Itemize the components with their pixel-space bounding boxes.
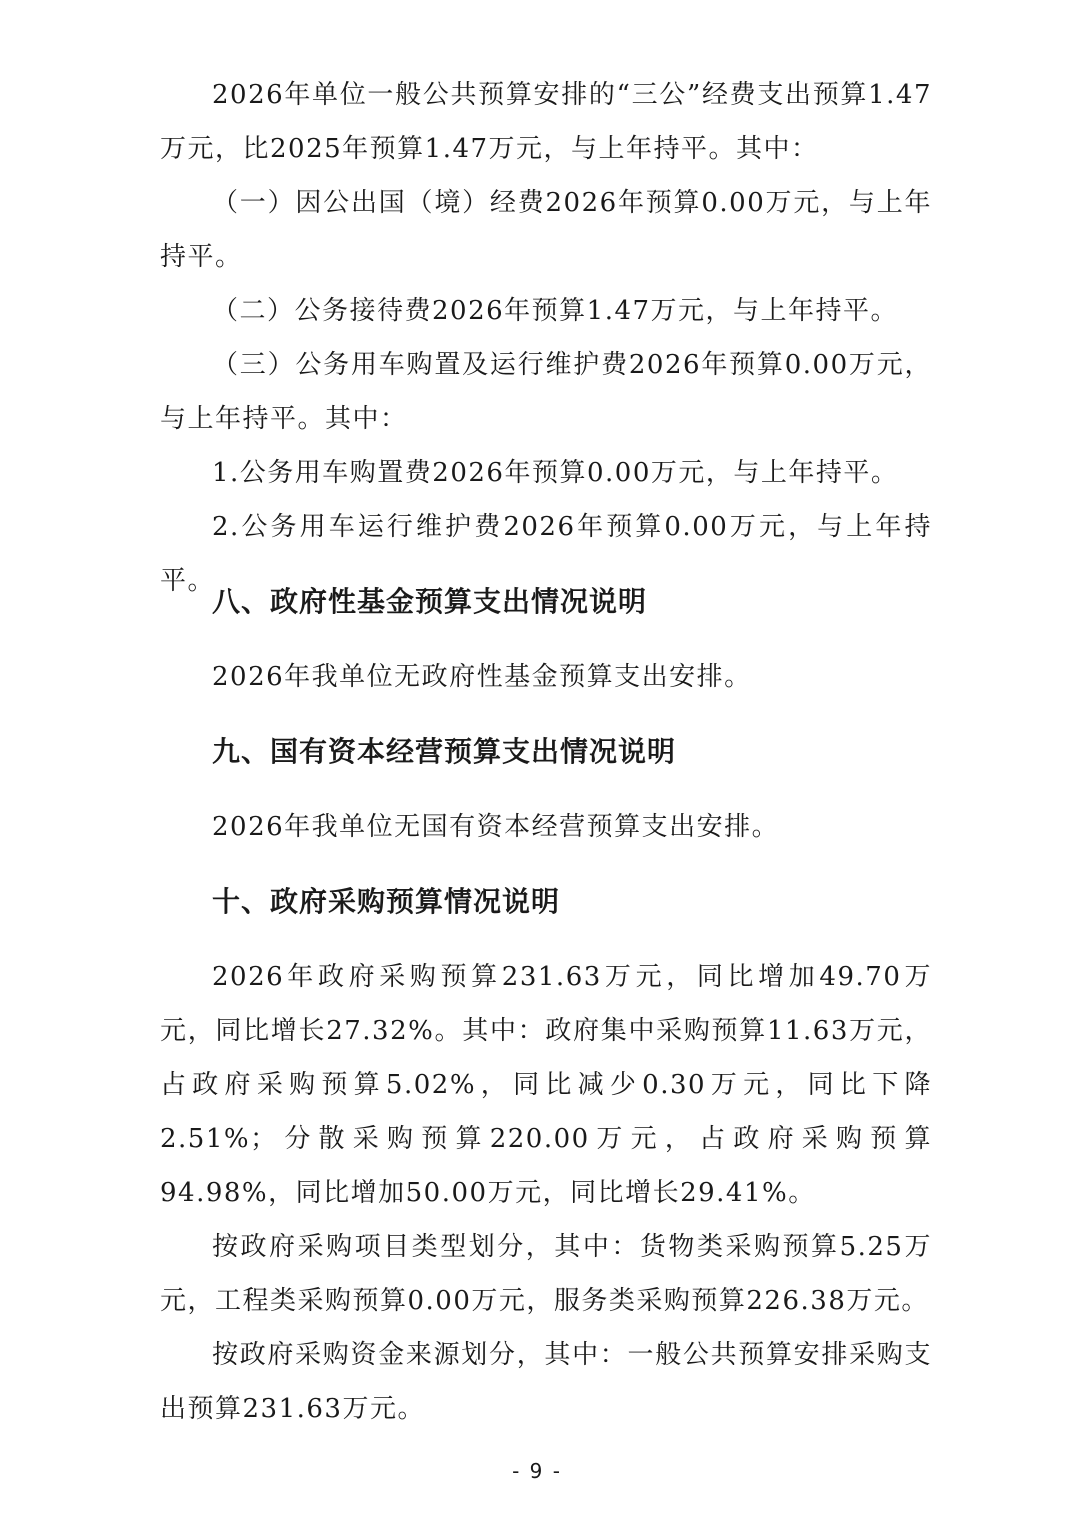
paragraph-reception: （二）公务接待费2026年预算1.47万元，与上年持平。 [212,296,899,326]
paragraph-procurement-by-type: 按政府采购项目类型划分，其中：货物类采购预算5.25万元，工程类采购预算0.00万元，服务类采购预算226.38万元。 [160,1232,932,1316]
section-heading-procurement: 十、政府采购预算情况说明 [212,885,561,918]
paragraph-procurement-by-source: 按政府采购资金来源划分，其中：一般公共预算安排采购支出预算231.63万元。 [160,1340,932,1424]
document-page [160,0,932,1520]
section-heading-state-capital: 九、国有资本经营预算支出情况说明 [212,735,677,768]
paragraph-state-capital: 2026年我单位无国有资本经营预算支出安排。 [212,812,780,842]
paragraph-overseas-travel: （一）因公出国（境）经费2026年预算0.00万元，与上年持平。 [160,188,932,272]
paragraph-vehicles: （三）公务用车购置及运行维护费2026年预算0.00万元，与上年持平。其中： [160,350,932,434]
paragraph-government-fund: 2026年我单位无政府性基金预算支出安排。 [212,662,752,692]
paragraph-vehicle-maintenance: 2.公务用车运行维护费2026年预算0.00万元，与上年持平。 [160,512,932,596]
paragraph-sangong-total: 2026年单位一般公共预算安排的“三公”经费支出预算1.47万元，比2025年预算1.47万元，与上年持平。其中： [160,80,932,164]
paragraph-procurement-total: 2026年政府采购预算231.63万元，同比增加49.70万元，同比增长27.32%。其中：政府集中采购预算11.63万元，占政府采购预算5.02%，同比减少0.30万元，同比下降2.51%；分散采购预算220.00万元，占政府采购预算94.98%，同比增加50.00万元，同比增长29.41%。 [160,962,932,1208]
section-heading-government-fund: 八、政府性基金预算支出情况说明 [212,585,648,618]
page-number: - 9 - [512,1459,562,1483]
paragraph-vehicle-purchase: 1.公务用车购置费2026年预算0.00万元，与上年持平。 [212,458,899,488]
